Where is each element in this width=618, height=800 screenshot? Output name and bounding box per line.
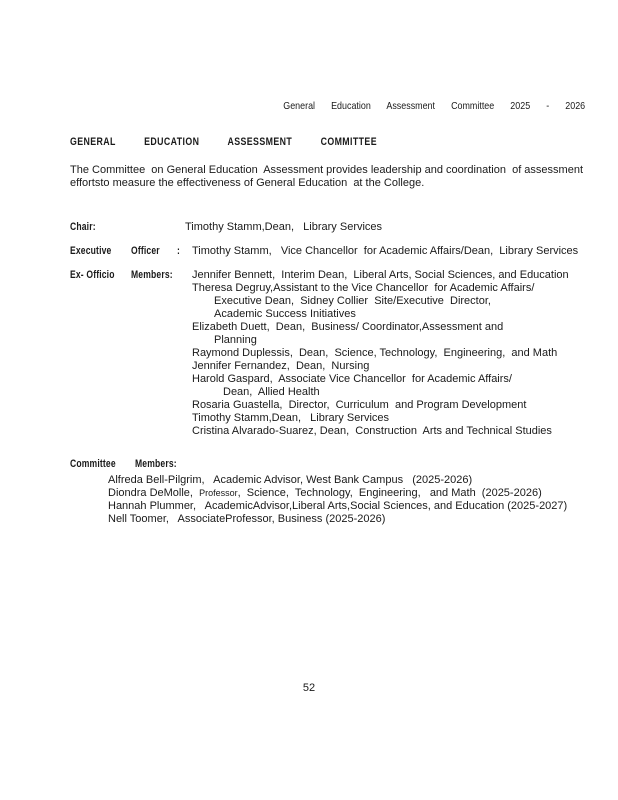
ex-officio-member: Elizabeth Duett, Dean, Business/ Coordinator,Assessment and bbox=[192, 321, 504, 333]
committee-members-label-row bbox=[0, 458, 618, 471]
committee-members-label-word2: Members: bbox=[135, 458, 177, 470]
intro-line-2: effortsto measure the effectiveness of General Education at the College. bbox=[70, 177, 425, 189]
ex-officio-label-word1: Ex- Officio bbox=[70, 269, 115, 281]
ex-officio-member: Rosaria Guastella, Director, Curriculum and Program Development bbox=[192, 399, 527, 411]
ex-officio-member: Harold Gaspard, Associate Vice Chancellor for Academic Affairs/ bbox=[192, 373, 512, 385]
ex-officio-member: Cristina Alvarado-Suarez, Dean, Construction Arts and Technical Studies bbox=[192, 425, 552, 437]
intro-line-1: The Committee on General Education Assessment provides leadership and coordination of assessment bbox=[70, 164, 583, 176]
ex-officio-member: Theresa Degruy,Assistant to the Vice Chancellor for Academic Affairs/ bbox=[192, 282, 535, 294]
committee-member-text: , Science, Technology, Engineering, and Math (2025-2026) bbox=[237, 487, 542, 499]
ex-officio-member-list bbox=[192, 269, 569, 438]
chair-label: Chair: bbox=[70, 221, 96, 233]
executive-officer-label-colon: : bbox=[177, 245, 181, 257]
executive-officer-label-word1: Executive bbox=[70, 245, 112, 257]
executive-officer-label-word2: Officer bbox=[131, 245, 160, 257]
ex-officio-member: Timothy Stamm,Dean, Library Services bbox=[192, 412, 390, 424]
ex-officio-member: Jennifer Bennett, Interim Dean, Liberal Arts, Social Sciences, and Education bbox=[192, 269, 569, 281]
committee-member: Nell Toomer, AssociateProfessor, Business (2025-2026) bbox=[108, 513, 386, 525]
ex-officio-member-continuation: Executive Dean, Sidney Collier Site/Executive Director, bbox=[214, 295, 491, 307]
ex-officio-member-continuation: Planning bbox=[214, 334, 257, 346]
committee-members-label-word1: Committee bbox=[70, 458, 116, 470]
committee-member-text: Diondra DeMolle, bbox=[108, 487, 200, 499]
committee-member: Hannah Plummer, AcademicAdvisor,Liberal Arts,Social Sciences, and Education (2025-2027) bbox=[108, 500, 568, 512]
committee-member-title-small: Professor bbox=[199, 488, 238, 498]
executive-officer-value: Timothy Stamm, Vice Chancellor for Academic Affairs/Dean, Library Services bbox=[192, 245, 579, 257]
page-number: 52 bbox=[302, 682, 316, 694]
chair-value: Timothy Stamm,Dean, Library Services bbox=[185, 221, 383, 233]
ex-officio-member-continuation: Academic Success Initiatives bbox=[214, 308, 356, 320]
chair-row bbox=[0, 221, 618, 234]
ex-officio-member-continuation: Dean, Allied Health bbox=[223, 386, 320, 398]
running-header: General Education Assessment Committee 2025 - 2026 bbox=[283, 100, 585, 112]
ex-officio-label-word2: Members: bbox=[131, 269, 173, 281]
committee-member: Alfreda Bell-Pilgrim, Academic Advisor, West Bank Campus (2025-2026) bbox=[108, 474, 473, 486]
intro-paragraph bbox=[70, 164, 583, 190]
committee-member bbox=[108, 487, 567, 500]
committee-member-list bbox=[108, 474, 567, 526]
executive-officer-row bbox=[0, 245, 618, 258]
page-title: GENERAL EDUCATION ASSESSMENT COMMITTEE bbox=[70, 136, 377, 148]
ex-officio-member: Jennifer Fernandez, Dean, Nursing bbox=[192, 360, 370, 372]
ex-officio-member: Raymond Duplessis, Dean, Science, Technology, Engineering, and Math bbox=[192, 347, 558, 359]
